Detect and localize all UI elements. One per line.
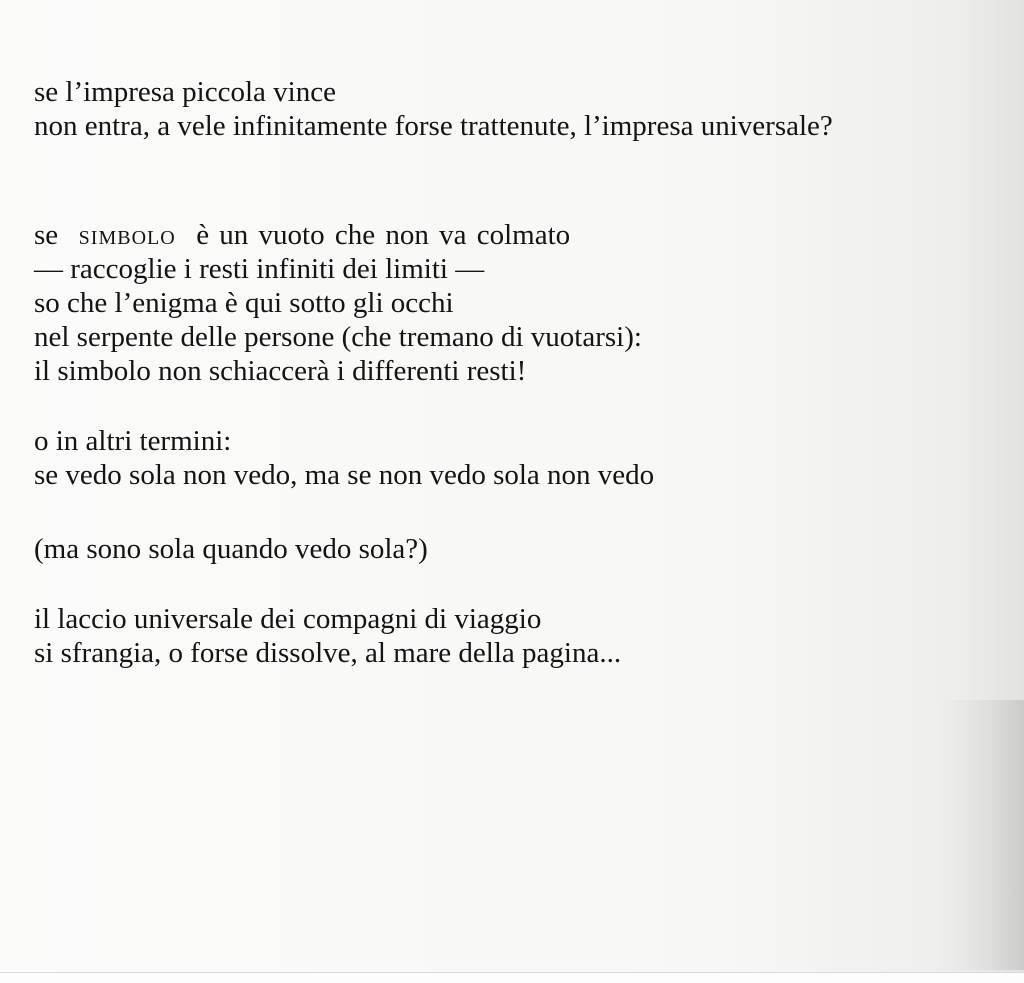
line-suffix: è un vuoto che non va colmato bbox=[196, 219, 571, 251]
poem-line: nel serpente delle persone (che tremano di vuotarsi): bbox=[34, 321, 642, 353]
poem-line: il laccio universale dei compagni di viaggio bbox=[34, 603, 542, 635]
smallcaps-word: simbolo bbox=[78, 219, 176, 251]
poem-line: — raccoglie i resti infiniti dei limiti — bbox=[34, 253, 485, 285]
poem-line: o in altri termini: bbox=[34, 425, 232, 457]
poem-line: se vedo sola non vedo, ma se non vedo sola non vedo bbox=[34, 459, 655, 491]
poem-line: si sfrangia, o forse dissolve, al mare della pagina... bbox=[34, 637, 622, 669]
poem-line: se l’impresa piccola vince bbox=[34, 76, 336, 108]
poem-line: so che l’enigma è qui sotto gli occhi bbox=[34, 287, 454, 319]
poem-line: il simbolo non schiaccerà i differenti resti! bbox=[34, 355, 527, 387]
poem-line-simbolo bbox=[34, 218, 570, 252]
page-shadow bbox=[934, 700, 1024, 970]
poem-line: (ma sono sola quando vedo sola?) bbox=[34, 533, 428, 565]
poem-line: non entra, a vele infinitamente forse trattenute, l’impresa universale? bbox=[34, 110, 833, 142]
line-prefix: se bbox=[34, 219, 59, 251]
bottom-margin bbox=[0, 972, 1024, 983]
